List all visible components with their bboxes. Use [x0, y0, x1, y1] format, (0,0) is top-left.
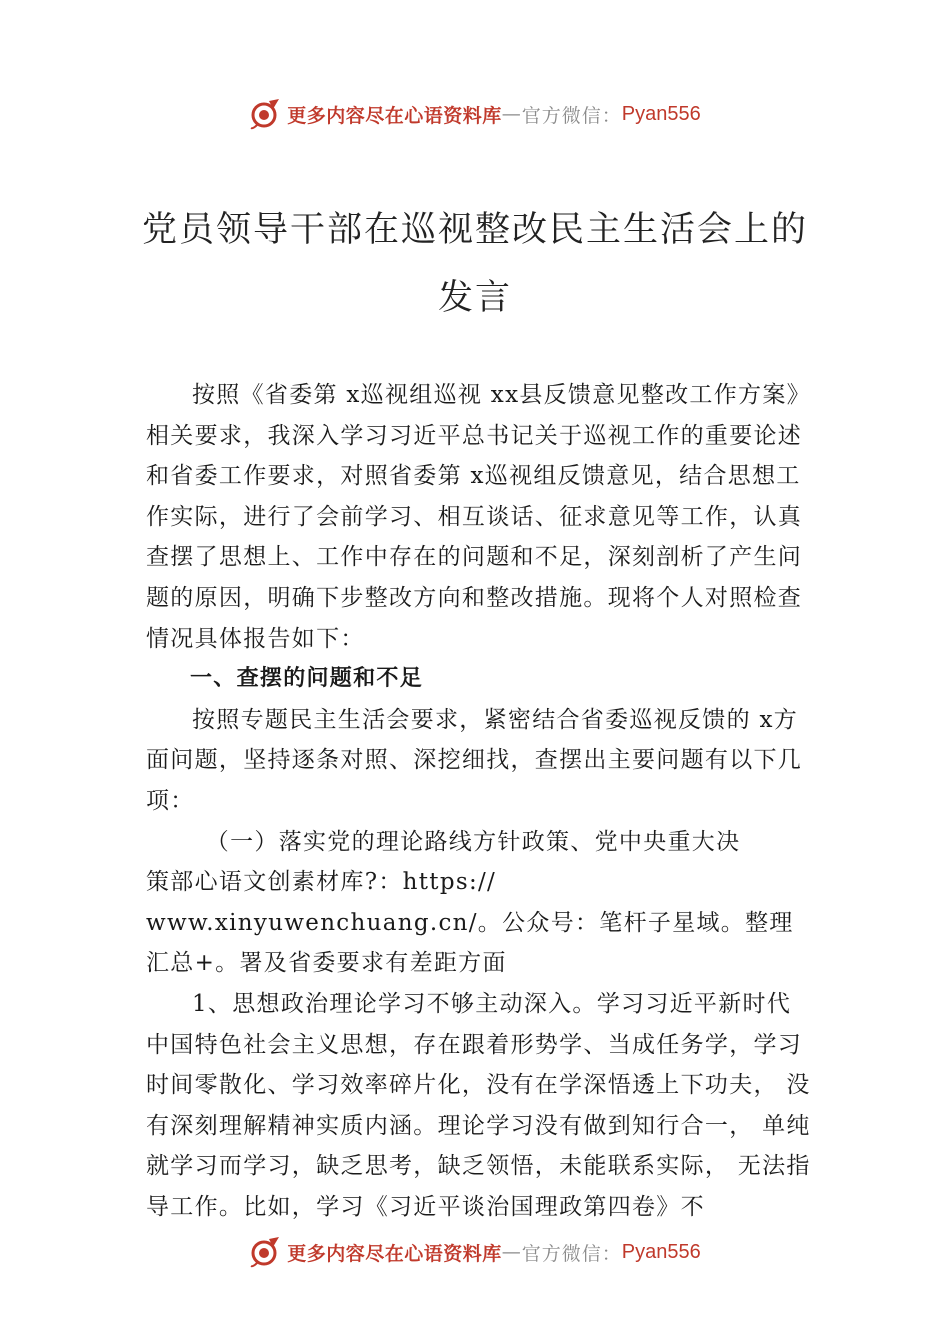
watermark-wechat-label: 官方微信：	[521, 1242, 622, 1265]
brush-seal-icon	[249, 1235, 283, 1269]
watermark-dash: —	[501, 103, 522, 125]
intro-paragraph: 按照《省委第 x巡视组巡视 xx县反馈意见整改工作方案》相关要求，我深入学习习近平总书记关于巡视工作的重要论述和省委工作要求，对照省委第 x巡视组反馈意见，结合思想工作实际，进行了会前学习、相互谈话、征求意见等工作，认真查摆了思想上、工作中存在的问题和不足，深刻剖析了产生问题的原因，明确下步整改方向和整改措施。现将个人对照检查情况具体报告如下：	[146, 382, 811, 652]
title-line-2: 发言	[437, 278, 512, 318]
bottom-watermark-banner	[0, 1232, 950, 1272]
document-title	[100, 196, 850, 332]
brush-seal-icon	[249, 97, 283, 131]
section-intro-paragraph: 按照专题民主生活会要求，紧密结合省委巡视反馈的 x方面问题，坚持逐条对照、深挖细找，查摆出主要问题有以下几项：	[146, 706, 803, 814]
top-watermark-banner	[0, 94, 950, 134]
subsection-heading-line: （一）落实党的理论路线方针政策、党中央重大决	[205, 828, 741, 855]
watermark-wechat-id: Pyan556	[621, 1240, 701, 1263]
point-1-paragraph: 1、思想政治理论学习不够主动深入。学习习近平新时代中国特色社会主义思想，存在跟着形势学、当成任务学，学习时间零散化、学习效率碎片化，没有在学深悟透上下功夫， 没有深刻理解精神实质内涵。理论学习没有做到知行合一， 单纯就学习而学习，缺乏思考，缺乏领悟，未能联系实际， 无法指导工作。比如，学习《习近平谈治国理政第四卷》不	[146, 990, 811, 1220]
inserted-ad-line-2: www.xinyuwenchuang.cn/。公众号：笔杆子星域。整理	[146, 909, 794, 936]
document-body	[146, 375, 814, 1227]
watermark-site-name: 更多内容尽在心语资料库	[287, 104, 502, 127]
watermark-wechat-id: Pyan556	[621, 102, 701, 125]
title-line-1: 党员领导干部在巡视整改民主生活会上的	[141, 210, 808, 250]
watermark-wechat-label: 官方微信：	[521, 104, 622, 127]
inserted-ad-line-1: 策部心语文创素材库?：https://	[146, 869, 497, 896]
watermark-dash: —	[501, 1241, 522, 1263]
subsection-heading-continuation: 汇总+。署及省委要求有差距方面	[146, 950, 507, 977]
section-heading: 一、查摆的问题和不足	[190, 666, 424, 692]
watermark-site-name: 更多内容尽在心语资料库	[287, 1242, 502, 1265]
